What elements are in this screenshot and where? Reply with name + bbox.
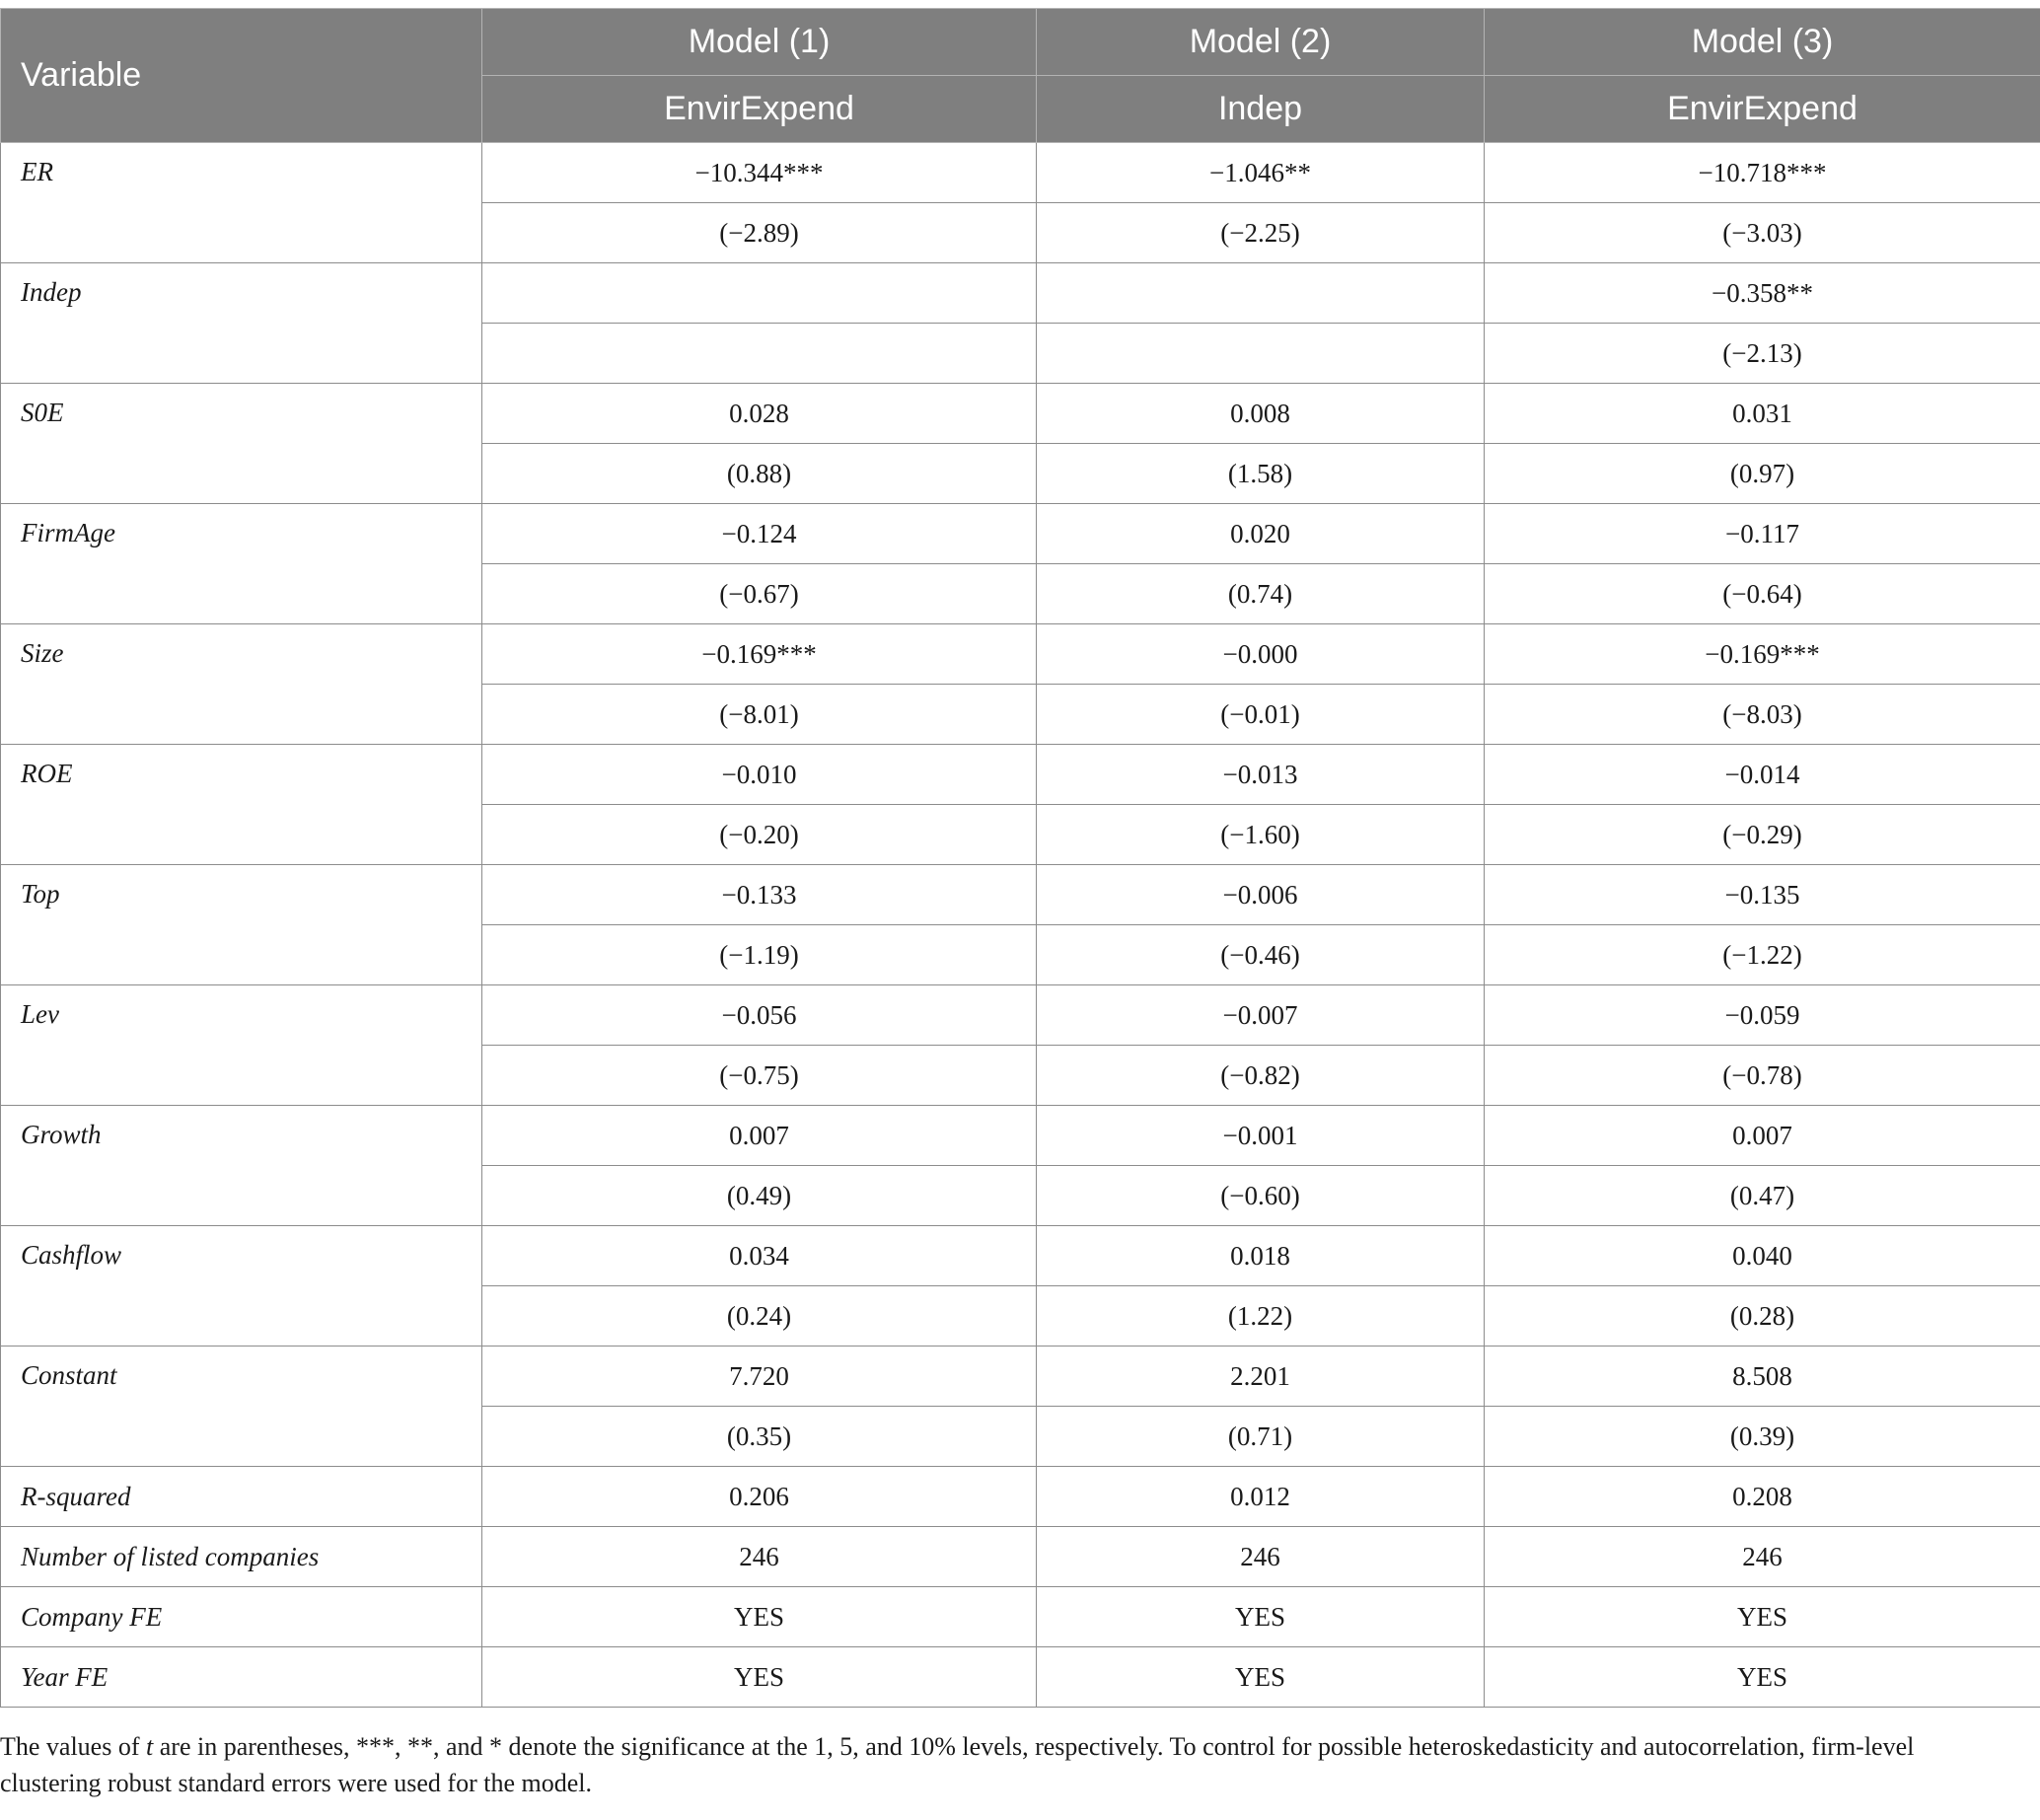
- t-stat-cell: (−0.60): [1037, 1166, 1485, 1226]
- coefficient-row: [1, 1226, 2040, 1286]
- variable-name: ROE: [1, 745, 482, 865]
- coefficient-cell: 0.007: [1485, 1106, 2040, 1166]
- summary-label: R-squared: [1, 1467, 482, 1527]
- coefficient-row: [1, 143, 2040, 203]
- coefficient-row: [1, 865, 2040, 925]
- t-stat-cell: (−1.19): [482, 925, 1037, 985]
- footnote-text-2: are in parentheses, ***, **, and * denote the significance at the 1, 5, and 10% levels, respectively. To control for possible heteroskedasticity and autocorrelation, firm-level clustering robust standard errors were used for the model.: [0, 1732, 1915, 1797]
- regression-table: [0, 8, 2040, 1708]
- t-stat-cell: (−0.20): [482, 805, 1037, 865]
- coefficient-cell: 8.508: [1485, 1347, 2040, 1407]
- model-1-dependent: EnvirExpend: [482, 76, 1037, 143]
- t-stat-cell: (−0.29): [1485, 805, 2040, 865]
- variable-name: Cashflow: [1, 1226, 482, 1347]
- summary-value-cell: YES: [1037, 1587, 1485, 1647]
- coefficient-cell: −0.169***: [1485, 624, 2040, 685]
- coefficient-cell: −0.056: [482, 985, 1037, 1046]
- t-stat-cell: (−0.82): [1037, 1046, 1485, 1106]
- coefficient-row: [1, 504, 2040, 564]
- summary-row: [1, 1587, 2040, 1647]
- t-stat-cell: (0.24): [482, 1286, 1037, 1347]
- model-2-dependent: Indep: [1037, 76, 1485, 143]
- coefficient-cell: 0.020: [1037, 504, 1485, 564]
- summary-value-cell: YES: [1485, 1647, 2040, 1708]
- summary-value-cell: 246: [482, 1527, 1037, 1587]
- summary-row: [1, 1467, 2040, 1527]
- coefficient-cell: [482, 263, 1037, 324]
- coefficient-cell: −0.124: [482, 504, 1037, 564]
- t-stat-cell: [482, 324, 1037, 384]
- t-stat-cell: (−1.60): [1037, 805, 1485, 865]
- coefficient-cell: −0.010: [482, 745, 1037, 805]
- t-stat-cell: [1037, 324, 1485, 384]
- t-stat-cell: (−0.46): [1037, 925, 1485, 985]
- coefficient-cell: [1037, 263, 1485, 324]
- table-footnote: [0, 1728, 2012, 1801]
- summary-value-cell: 0.012: [1037, 1467, 1485, 1527]
- model-3-dependent: EnvirExpend: [1485, 76, 2040, 143]
- t-stat-cell: (−8.03): [1485, 685, 2040, 745]
- summary-value-cell: YES: [482, 1587, 1037, 1647]
- variable-name: Growth: [1, 1106, 482, 1226]
- t-stat-cell: (−3.03): [1485, 203, 2040, 263]
- coefficient-cell: −0.006: [1037, 865, 1485, 925]
- summary-label: Company FE: [1, 1587, 482, 1647]
- coefficient-cell: 0.008: [1037, 384, 1485, 444]
- t-stat-cell: (1.22): [1037, 1286, 1485, 1347]
- t-stat-cell: (0.35): [482, 1407, 1037, 1467]
- t-stat-cell: (0.88): [482, 444, 1037, 504]
- regression-table-container: [0, 8, 2040, 1708]
- coefficient-cell: −0.169***: [482, 624, 1037, 685]
- summary-label: Number of listed companies: [1, 1527, 482, 1587]
- t-stat-cell: (−2.25): [1037, 203, 1485, 263]
- model-1-header: Model (1): [482, 9, 1037, 76]
- variable-name: Constant: [1, 1347, 482, 1467]
- coefficient-row: [1, 263, 2040, 324]
- coefficient-cell: −1.046**: [1037, 143, 1485, 203]
- summary-value-cell: YES: [482, 1647, 1037, 1708]
- coefficient-cell: 0.018: [1037, 1226, 1485, 1286]
- coefficient-cell: −10.718***: [1485, 143, 2040, 203]
- t-stat-cell: (−0.75): [482, 1046, 1037, 1106]
- t-stat-cell: (−0.78): [1485, 1046, 2040, 1106]
- coefficient-cell: 2.201: [1037, 1347, 1485, 1407]
- coefficient-cell: −0.117: [1485, 504, 2040, 564]
- variable-name: ER: [1, 143, 482, 263]
- coefficient-cell: 0.028: [482, 384, 1037, 444]
- coefficient-cell: −0.013: [1037, 745, 1485, 805]
- variable-name: Lev: [1, 985, 482, 1106]
- t-stat-cell: (0.71): [1037, 1407, 1485, 1467]
- summary-value-cell: 246: [1485, 1527, 2040, 1587]
- t-stat-cell: (0.97): [1485, 444, 2040, 504]
- variable-name: Top: [1, 865, 482, 985]
- coefficient-cell: −0.014: [1485, 745, 2040, 805]
- coefficient-row: [1, 1106, 2040, 1166]
- t-stat-cell: (−8.01): [482, 685, 1037, 745]
- coefficient-row: [1, 384, 2040, 444]
- summary-value-cell: YES: [1485, 1587, 2040, 1647]
- coefficient-cell: −10.344***: [482, 143, 1037, 203]
- summary-value-cell: 246: [1037, 1527, 1485, 1587]
- t-stat-cell: (1.58): [1037, 444, 1485, 504]
- model-2-header: Model (2): [1037, 9, 1485, 76]
- coefficient-cell: 7.720: [482, 1347, 1037, 1407]
- t-stat-cell: (0.49): [482, 1166, 1037, 1226]
- t-stat-cell: (−2.13): [1485, 324, 2040, 384]
- summary-row: [1, 1527, 2040, 1587]
- header-row-models: [1, 9, 2040, 76]
- coefficient-row: [1, 985, 2040, 1046]
- variable-name: Indep: [1, 263, 482, 384]
- t-stat-cell: (−2.89): [482, 203, 1037, 263]
- t-stat-cell: (0.39): [1485, 1407, 2040, 1467]
- table-header: [1, 9, 2040, 143]
- summary-label: Year FE: [1, 1647, 482, 1708]
- t-stat-cell: (−0.67): [482, 564, 1037, 624]
- variable-name: Size: [1, 624, 482, 745]
- model-3-header: Model (3): [1485, 9, 2040, 76]
- t-stat-cell: (0.47): [1485, 1166, 2040, 1226]
- t-stat-cell: (−0.01): [1037, 685, 1485, 745]
- t-stat-cell: (0.74): [1037, 564, 1485, 624]
- coefficient-cell: −0.000: [1037, 624, 1485, 685]
- coefficient-cell: −0.133: [482, 865, 1037, 925]
- summary-row: [1, 1647, 2040, 1708]
- coefficient-cell: 0.007: [482, 1106, 1037, 1166]
- variable-name: S0E: [1, 384, 482, 504]
- t-stat-cell: (0.28): [1485, 1286, 2040, 1347]
- coefficient-cell: −0.007: [1037, 985, 1485, 1046]
- footnote-text-1: The values of: [0, 1732, 147, 1761]
- coefficient-row: [1, 745, 2040, 805]
- footnote-t-symbol: t: [146, 1732, 154, 1761]
- coefficient-cell: −0.059: [1485, 985, 2040, 1046]
- variable-column-header: Variable: [1, 9, 482, 143]
- summary-value-cell: YES: [1037, 1647, 1485, 1708]
- coefficient-cell: −0.001: [1037, 1106, 1485, 1166]
- summary-value-cell: 0.206: [482, 1467, 1037, 1527]
- coefficient-cell: 0.040: [1485, 1226, 2040, 1286]
- summary-value-cell: 0.208: [1485, 1467, 2040, 1527]
- coefficient-cell: 0.034: [482, 1226, 1037, 1286]
- t-stat-cell: (−0.64): [1485, 564, 2040, 624]
- coefficient-row: [1, 1347, 2040, 1407]
- t-stat-cell: (−1.22): [1485, 925, 2040, 985]
- table-body: [1, 143, 2040, 1708]
- coefficient-cell: 0.031: [1485, 384, 2040, 444]
- coefficient-cell: −0.358**: [1485, 263, 2040, 324]
- variable-name: FirmAge: [1, 504, 482, 624]
- coefficient-row: [1, 624, 2040, 685]
- coefficient-cell: −0.135: [1485, 865, 2040, 925]
